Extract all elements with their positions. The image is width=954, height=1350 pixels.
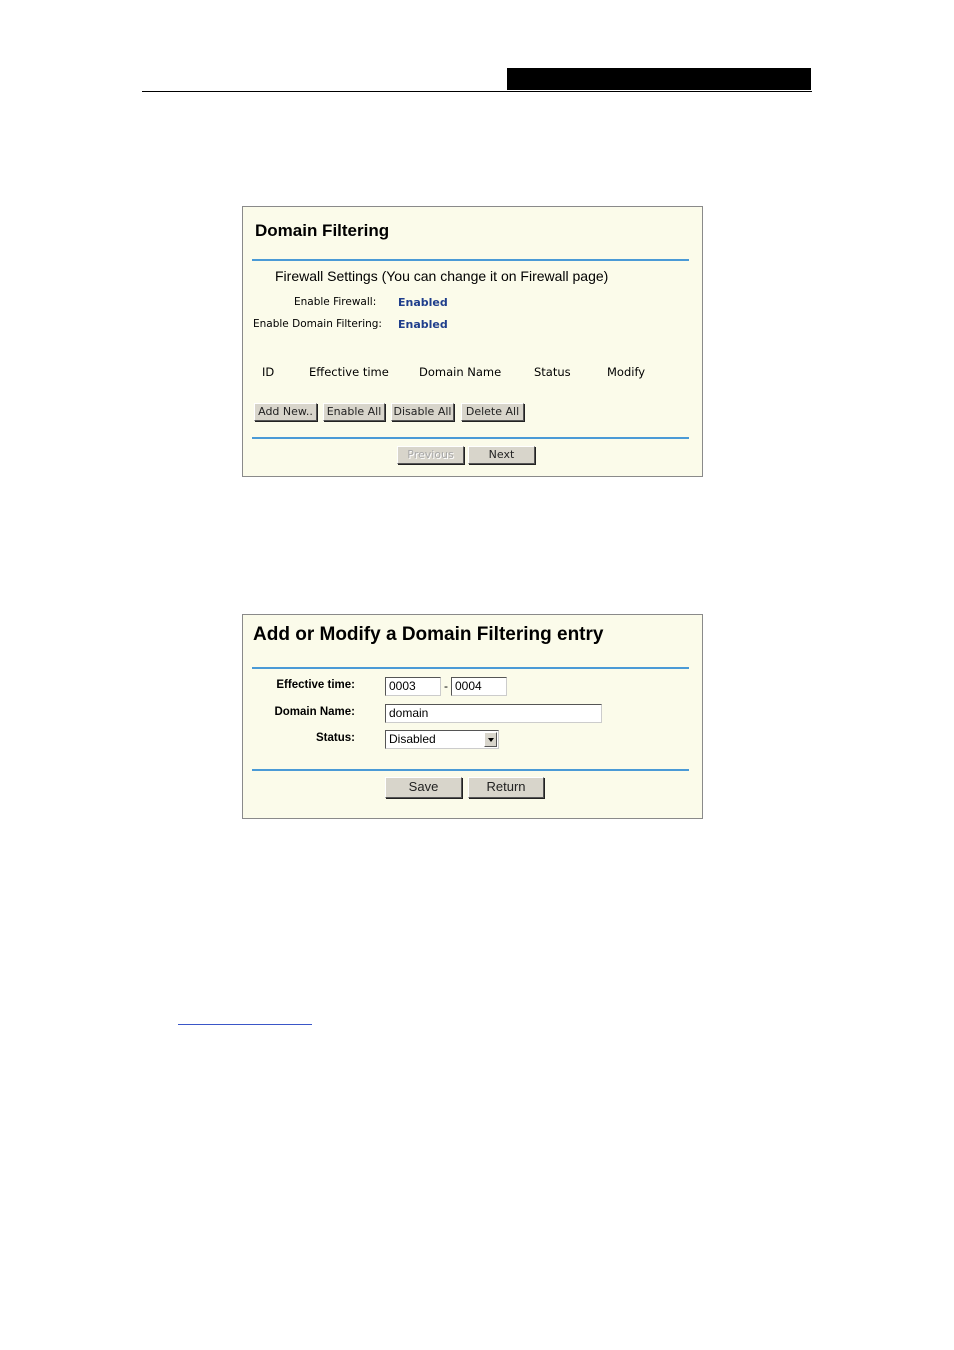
- enable-firewall-value: Enabled: [398, 296, 448, 309]
- effective-time-start-input[interactable]: 0003: [385, 677, 441, 696]
- add-modify-entry-panel: [242, 614, 703, 819]
- column-header-modify: Modify: [607, 365, 646, 379]
- footer-divider: [252, 437, 689, 439]
- previous-button[interactable]: Previous: [397, 446, 464, 464]
- chevron-down-icon[interactable]: [484, 732, 497, 747]
- enable-domain-filtering-label: Enable Domain Filtering:: [253, 318, 382, 330]
- status-select-value: Disabled: [389, 732, 436, 746]
- footer-link-underline[interactable]: [178, 1024, 312, 1025]
- column-header-effective-time: Effective time: [309, 365, 389, 379]
- title-divider: [252, 667, 689, 669]
- enable-firewall-label: Enable Firewall:: [294, 296, 377, 308]
- firewall-settings-heading: Firewall Settings (You can change it on Firewall page): [275, 268, 609, 284]
- effective-time-separator: -: [444, 679, 448, 693]
- disable-all-button[interactable]: Disable All: [391, 403, 454, 421]
- domain-name-label: Domain Name:: [274, 706, 355, 718]
- header-bar: [507, 68, 811, 90]
- delete-all-button[interactable]: Delete All: [461, 403, 524, 421]
- domain-name-input[interactable]: domain: [385, 704, 602, 723]
- footer-divider: [252, 769, 689, 771]
- effective-time-end-input[interactable]: 0004: [451, 677, 507, 696]
- column-header-domain-name: Domain Name: [419, 365, 502, 379]
- next-button[interactable]: Next: [468, 446, 535, 464]
- save-button[interactable]: Save: [385, 777, 462, 798]
- add-new-button[interactable]: Add New..: [254, 403, 317, 421]
- effective-time-label: Effective time:: [276, 679, 355, 691]
- return-button[interactable]: Return: [468, 777, 544, 798]
- header-rule: [142, 91, 812, 92]
- status-label: Status:: [316, 732, 355, 744]
- page-title: Domain Filtering: [255, 221, 390, 240]
- column-header-status: Status: [534, 365, 571, 379]
- column-header-id: ID: [262, 365, 275, 379]
- title-divider: [252, 259, 689, 261]
- status-select[interactable]: [385, 730, 499, 749]
- enable-domain-filtering-value: Enabled: [398, 318, 448, 331]
- page-title: Add or Modify a Domain Filtering entry: [253, 624, 604, 645]
- domain-filtering-panel: [242, 206, 703, 477]
- enable-all-button[interactable]: Enable All: [323, 403, 385, 421]
